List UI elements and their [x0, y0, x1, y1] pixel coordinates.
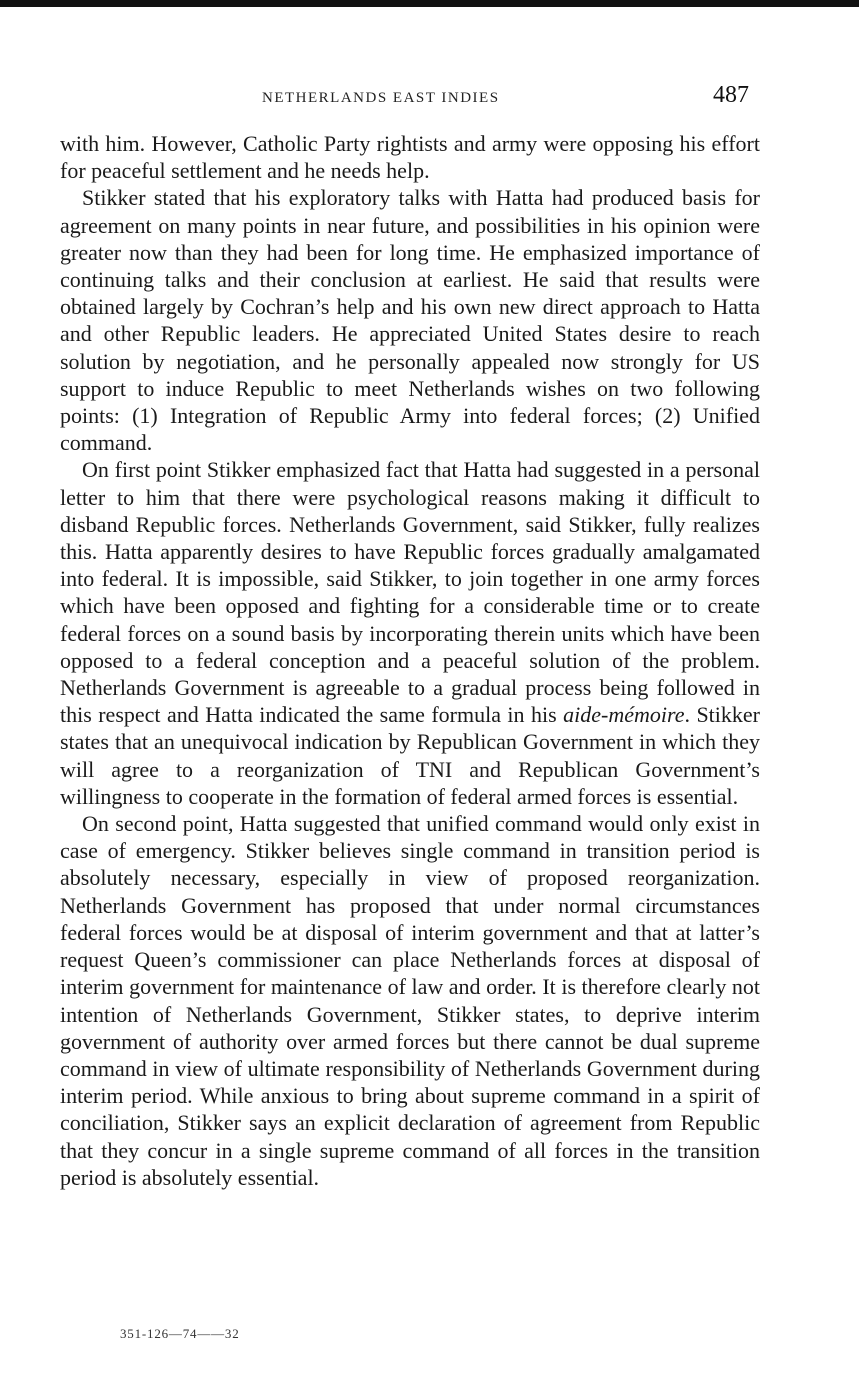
- aide-memoire-italic: aide-mémoire: [563, 702, 685, 728]
- paragraph-3: [60, 456, 760, 810]
- paragraph-3-text-b: . Stikker states that an unequivocal indication by Republican Government in which they will agree to a reorganization of TNI and Republican Government’s willingness to cooperate in the formation of federal armed forces is essential.: [60, 702, 760, 809]
- running-head: NETHERLANDS EAST INDIES: [262, 90, 500, 106]
- footer-print-code: 351-126—74——32: [120, 1326, 240, 1341]
- paragraph-3-text-a: On first point Stikker emphasized fact that Hatta had suggested in a personal letter to him that there were psychological reasons making it difficult to disband Republic forces. Netherlands Government, said Stikker, fully realizes this. Hatta apparently desires to have Republic forces gradually amalgamated into federal. It is impossible, said Stikker, to join together in one army forces which have been opposed and fighting for a considerable time or to create federal forces on a sound basis by incorporating therein units which have been opposed to a federal conception and a peaceful solution of the problem. Netherlands Government is agreeable to a gradual process being followed in this respect and Hatta indicated the same formula in his: [60, 457, 760, 728]
- paragraph-2: Stikker stated that his exploratory talks with Hatta had produced basis for agreement on many points in near future, and possibilities in his opinion were greater now than they had been for long time. He emphasized importance of continuing talks and their conclusion at earliest. He said that results were obtained largely by Cochran’s help and his own new direct approach to Hatta and other Republic leaders. He appreciated United States desire to reach solution by negotiation, and he personally appealed now strongly for US support to induce Republic to meet Netherlands wishes on two following points: (1) Integration of Republic Army into federal forces; (2) Unified command.: [60, 185, 760, 456]
- paragraph-4: On second point, Hatta suggested that unified command would only exist in case of emergency. Stikker believes single command in transition period is absolutely necessary, especially in view of proposed reorganization. Netherlands Government has proposed that under normal circumstances federal forces would be at disposal of interim government and that at latter’s request Queen’s commissioner can place Netherlands forces at disposal of interim government for maintenance of law and order. It is therefore clearly not intention of Netherlands Government, Stikker states, to deprive interim government of authority over armed forces but there cannot be dual supreme command in view of ultimate responsibility of Netherlands Government during interim period. While anxious to bring about supreme command in a spirit of conciliation, Stikker says an explicit declaration of agreement from Republic that they concur in a single supreme command of all forces in the transition period is absolutely essential.: [60, 811, 760, 1190]
- top-border-rule: [0, 0, 859, 7]
- body-text: [60, 130, 760, 1191]
- paragraph-1: with him. However, Catholic Party rightists and army were opposing his effort for peaceful settlement and he needs help.: [60, 131, 760, 184]
- page-number: 487: [713, 82, 749, 108]
